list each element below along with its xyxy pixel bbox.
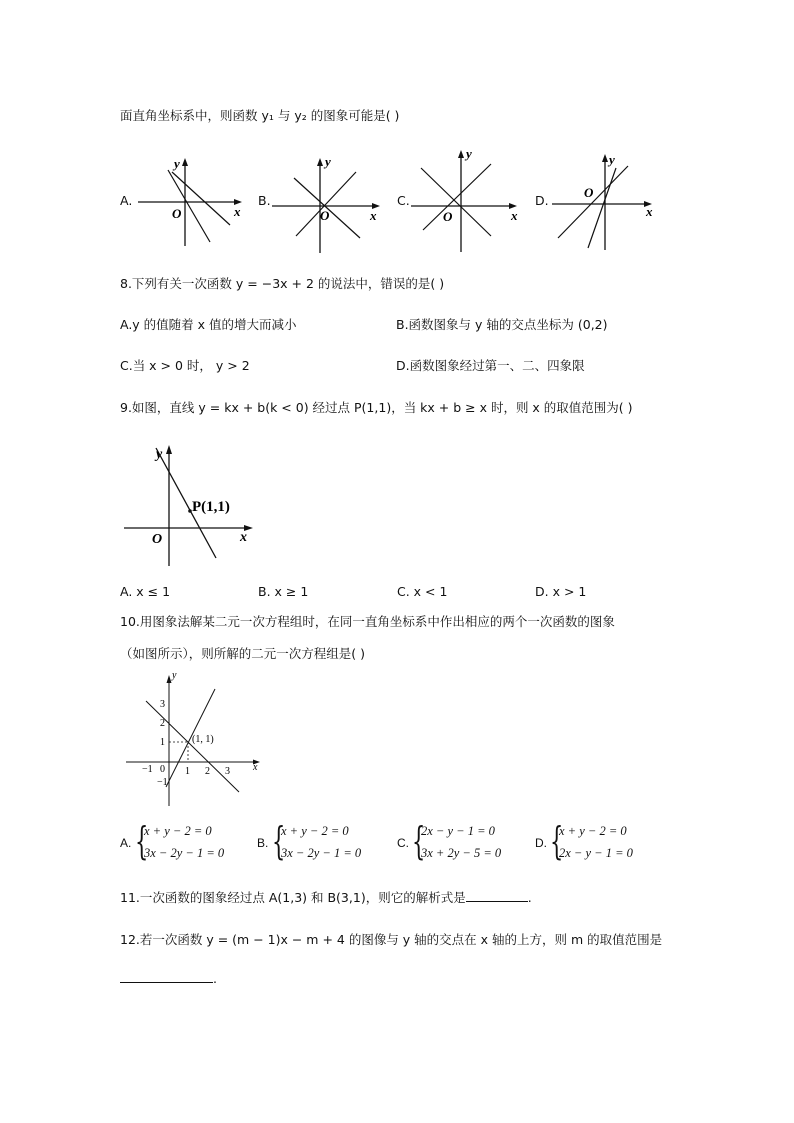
q7-c-y-label: y — [466, 146, 472, 161]
q7-option-b-label: B. — [258, 193, 271, 208]
q10-xtick-2: 2 — [205, 766, 210, 777]
q7-a-y-label: y — [174, 156, 180, 171]
brace-icon: { — [135, 819, 149, 863]
q9-y-label: y — [156, 447, 163, 462]
q10-graph — [122, 668, 267, 808]
q10-option-c-eq1: 2x − y − 1 = 0 — [421, 824, 495, 838]
q7-option-a-label: A. — [120, 193, 133, 208]
q9-option-d: D. x > 1 — [535, 584, 587, 599]
q7-b-x-label: x — [370, 208, 377, 223]
q11-stem: 11.一次函数的图象经过点 A(1,3) 和 B(3,1)，则它的解析式是 — [120, 890, 466, 905]
q8-stem: 8.下列有关一次函数 y = −3x + 2 的说法中，错误的是( ) — [120, 276, 445, 291]
q10-option-a-eq1: x + y − 2 = 0 — [144, 824, 212, 838]
q10-option-b — [257, 819, 387, 868]
q10-ytick-neg1: −1 — [157, 777, 168, 788]
q7-a-origin-label: O — [172, 206, 182, 221]
q9-point-label: P(1,1) — [192, 499, 230, 515]
q9-origin-label: O — [152, 532, 163, 547]
q9-option-c: C. x < 1 — [397, 584, 448, 599]
q10-option-a-eq2: 3x − 2y − 1 = 0 — [144, 846, 225, 860]
q10-option-d-label: D. — [535, 836, 547, 850]
q10-stem-line1: 10.用图象法解某二元一次方程组时，在同一直角坐标系中作出相应的两个一次函数的图象 — [120, 614, 615, 629]
q10-xtick-3: 3 — [225, 766, 230, 777]
q10-option-d-eq2: 2x − y − 1 = 0 — [559, 846, 633, 860]
q10-option-d — [535, 819, 665, 868]
q10-origin-label: 0 — [160, 764, 165, 775]
q10-xtick-neg1: −1 — [142, 764, 153, 775]
q10-option-a-label: A. — [120, 836, 132, 850]
q8-option-a: A.y 的值随着 x 值的增大而减小 — [120, 317, 297, 332]
q10-y-label: y — [172, 670, 177, 681]
q7-b-origin-label: O — [320, 208, 330, 223]
q7-c-x-label: x — [511, 208, 518, 223]
q8-option-c: C.当 x > 0 时， y > 2 — [120, 358, 250, 373]
q7-a-x-label: x — [234, 204, 241, 219]
q10-ytick-2: 2 — [160, 718, 165, 729]
q7-c-origin-label: O — [443, 209, 453, 224]
q7-b-y-label: y — [325, 154, 331, 169]
q10-ytick-3: 3 — [160, 699, 165, 710]
q7-d-y-label: y — [609, 152, 615, 167]
q10-option-d-eq1: x + y − 2 = 0 — [559, 824, 627, 838]
q10-option-c-eq2: 3x + 2y − 5 = 0 — [421, 846, 502, 860]
q9-graph — [120, 440, 270, 570]
q10-xtick-1: 1 — [185, 766, 190, 777]
brace-icon: { — [272, 819, 286, 863]
q7-graph-a — [130, 150, 255, 250]
q10-stem-line2: （如图所示），则所解的二元一次方程组是( ) — [120, 646, 365, 661]
q10-option-b-label: B. — [257, 836, 269, 850]
q12-end: . — [213, 971, 217, 986]
q7-stem: 面直角坐标系中，则函数 y₁ 与 y₂ 的图象可能是( ) — [120, 108, 400, 123]
q12-stem: 12.若一次函数 y = (m − 1)x − m + 4 的图像与 y 轴的交点在 x 轴的上方，则 m 的取值范围是 — [120, 932, 663, 947]
q11-stem-end: . — [527, 890, 532, 905]
q7-graph-d — [548, 148, 663, 253]
q7-graph-c — [405, 144, 530, 254]
q12-answer-blank[interactable] — [120, 970, 213, 983]
q11-line — [120, 889, 532, 906]
q10-ytick-1: 1 — [160, 737, 165, 748]
q7-option-d-label: D. — [535, 193, 549, 208]
q10-option-b-eq2: 3x − 2y − 1 = 0 — [281, 846, 362, 860]
q10-point-label: (1, 1) — [192, 734, 214, 745]
q8-option-d: D.函数图象经过第一、二、四象限 — [396, 358, 585, 373]
q10-option-a — [120, 819, 250, 868]
brace-icon: { — [550, 819, 564, 863]
q10-option-c-label: C. — [397, 836, 409, 850]
q12-answer-line — [120, 970, 217, 987]
q10-option-b-eq1: x + y − 2 = 0 — [281, 824, 349, 838]
q9-option-b: B. x ≥ 1 — [258, 584, 309, 599]
q10-option-c — [397, 819, 527, 868]
q7-d-x-label: x — [646, 204, 653, 219]
q7-d-origin-label: O — [584, 185, 594, 200]
q8-option-b: B.函数图象与 y 轴的交点坐标为 (0,2) — [396, 317, 608, 332]
q7-graph-b — [268, 150, 393, 255]
brace-icon: { — [412, 819, 426, 863]
q7-option-c-label: C. — [397, 193, 410, 208]
q10-x-label: x — [253, 762, 258, 773]
q9-x-label: x — [240, 530, 247, 545]
q9-stem: 9.如图，直线 y = kx + b(k < 0) 经过点 P(1,1)，当 kx + b ≥ x 时，则 x 的取值范围为( ) — [120, 400, 633, 415]
q9-option-a: A. x ≤ 1 — [120, 584, 171, 599]
q11-answer-blank[interactable] — [466, 889, 528, 902]
